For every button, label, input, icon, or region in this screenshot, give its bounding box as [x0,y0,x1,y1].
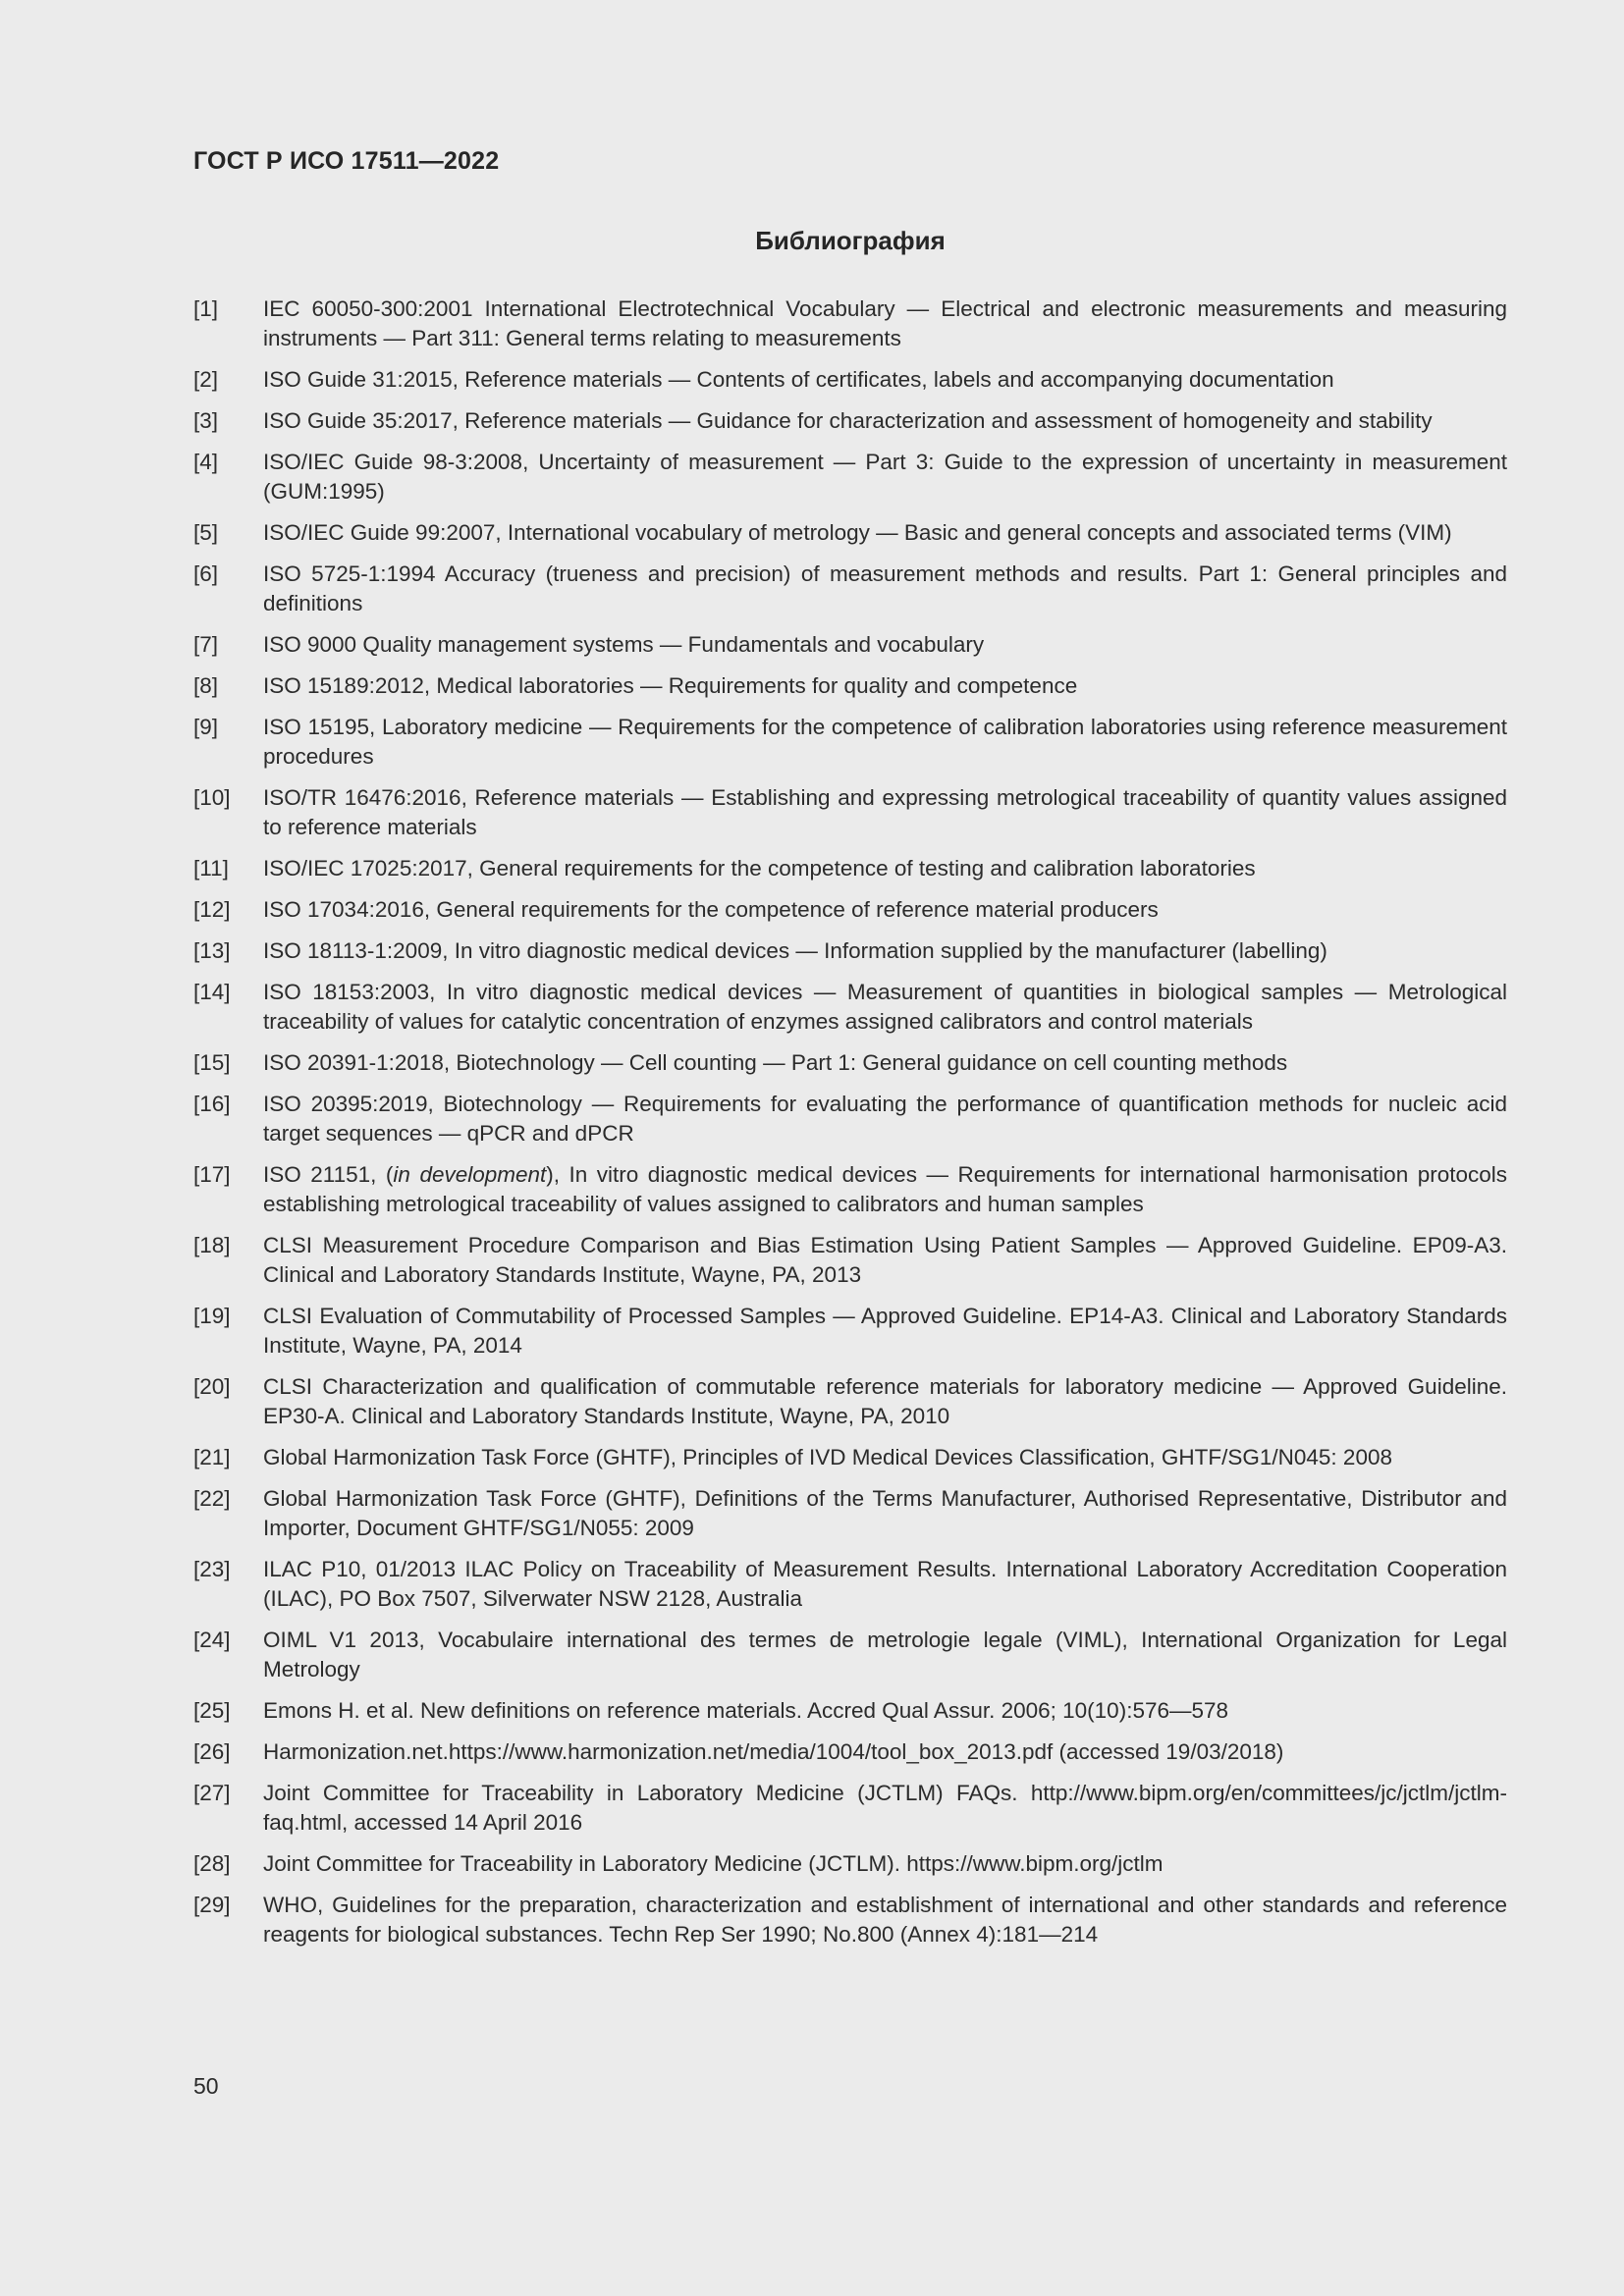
reference-item [193,895,1507,925]
reference-text: ISO 20391-1:2018, Biotechnology — Cell counting — Part 1: General guidance on cell counting methods [263,1050,1288,1075]
reference-item [193,978,1507,1037]
reference-item [193,1696,1507,1726]
reference-item [193,406,1507,436]
reference-text: Joint Committee for Traceability in Laboratory Medicine (JCTLM). https://www.bipm.org/jctlm [263,1851,1164,1876]
reference-item [193,1891,1507,1949]
reference-item [193,294,1507,353]
reference-text: Global Harmonization Task Force (GHTF), Definitions of the Terms Manufacturer, Authorised Representative, Distributor and Importer, Document GHTF/SG1/N055: 2009 [263,1486,1507,1540]
reference-text-end: ), In vitro diagnostic medical devices — Requirements for international harmonisation protocols establishing metrological traceability of values assigned to calibrators and human samples [263,1162,1508,1216]
reference-item [193,1779,1507,1838]
reference-item [193,1849,1507,1879]
reference-text: CLSI Measurement Procedure Comparison and Bias Estimation Using Patient Samples — Approved Guideline. EP09-A3. Clinical and Laboratory Standards Institute, Wayne, PA, 2013 [263,1233,1507,1287]
reference-number: [24] [193,1628,231,1652]
reference-text: ISO 5725-1:1994 Accuracy (trueness and precision) of measurement methods and results. Part 1: General principles and definitions [263,561,1507,615]
reference-text: ISO 18153:2003, In vitro diagnostic medical devices — Measurement of quantities in biological samples — Metrological traceability of values for catalytic concentration of enzymes assigned calibrators and control materials [263,980,1507,1034]
reference-text [263,1160,1507,1219]
reference-text-start: ISO 21151, ( [263,1162,394,1187]
reference-text: ISO 9000 Quality management systems — Fundamentals and vocabulary [263,632,985,657]
reference-number: [9] [193,715,219,739]
reference-item [193,1737,1507,1767]
reference-text: ISO/TR 16476:2016, Reference materials — Establishing and expressing metrological traceability of quantity values assigned to reference materials [263,785,1507,839]
reference-text: ISO Guide 35:2017, Reference materials — Guidance for characterization and assessment of homogeneity and stability [263,408,1433,433]
reference-item [193,783,1507,842]
reference-text: ISO/IEC 17025:2017, General requirements for the competence of testing and calibration laboratories [263,856,1256,881]
reference-number: [19] [193,1304,231,1328]
reference-text: ISO 18113-1:2009, In vitro diagnostic medical devices — Information supplied by the manufacturer (labelling) [263,938,1327,963]
reference-number: [7] [193,632,219,657]
reference-item [193,936,1507,966]
reference-item [193,1555,1507,1614]
reference-number: [20] [193,1374,231,1399]
reference-number: [21] [193,1445,231,1469]
reference-item [193,630,1507,660]
reference-number: [2] [193,367,219,392]
reference-number: [11] [193,856,229,881]
reference-item [193,365,1507,395]
reference-item [193,518,1507,548]
reference-number: [12] [193,897,231,922]
reference-number: [14] [193,980,231,1004]
reference-text: IEC 60050-300:2001 International Electrotechnical Vocabulary — Electrical and electronic measurements and measuring instruments — Part 311: General terms relating to measurements [263,296,1507,350]
page-number: 50 [193,2073,219,2099]
reference-text-italic: in development [393,1162,547,1187]
reference-text: ILAC P10, 01/2013 ILAC Policy on Traceability of Measurement Results. International Laboratory Accreditation Cooperation (ILAC), PO Box 7507, Silverwater NSW 2128, Australia [263,1557,1507,1611]
reference-text: Harmonization.net.https://www.harmonization.net/media/1004/tool_box_2013.pdf (accessed 19/03/2018) [263,1739,1284,1764]
reference-number: [1] [193,296,219,321]
reference-text: Emons H. et al. New definitions on reference materials. Accred Qual Assur. 2006; 10(10):576—578 [263,1698,1229,1723]
reference-text: ISO/IEC Guide 99:2007, International vocabulary of metrology — Basic and general concepts and associated terms (VIM) [263,520,1452,545]
reference-item [193,671,1507,701]
reference-number: [5] [193,520,219,545]
reference-number: [22] [193,1486,231,1511]
reference-number: [23] [193,1557,231,1581]
reference-number: [25] [193,1698,231,1723]
reference-text: WHO, Guidelines for the preparation, characterization and establishment of international and other standards and reference reagents for biological substances. Techn Rep Ser 1990; No.800 (Annex 4):181—214 [263,1893,1507,1947]
reference-number: [10] [193,785,231,810]
reference-number: [26] [193,1739,231,1764]
reference-item [193,1160,1507,1219]
reference-item [193,560,1507,618]
reference-item [193,1302,1507,1361]
reference-item [193,1231,1507,1290]
reference-number: [4] [193,450,219,474]
reference-item [193,448,1507,507]
reference-number: [13] [193,938,231,963]
reference-text: CLSI Evaluation of Commutability of Processed Samples — Approved Guideline. EP14-A3. Clinical and Laboratory Standards Institute, Wayne, PA, 2014 [263,1304,1507,1358]
reference-number: [18] [193,1233,231,1257]
reference-item [193,1443,1507,1472]
reference-text: CLSI Characterization and qualification of commutable reference materials for laboratory medicine — Approved Guideline. EP30-A. Clinical and Laboratory Standards Institute, Wayne, PA, 2010 [263,1374,1507,1428]
reference-item [193,1048,1507,1078]
reference-text: ISO 15195, Laboratory medicine — Requirements for the competence of calibration laboratories using reference measurement procedures [263,715,1507,769]
reference-text: ISO 20395:2019, Biotechnology — Requirements for evaluating the performance of quantification methods for nucleic acid target sequences — qPCR and dPCR [263,1092,1507,1146]
reference-text: OIML V1 2013, Vocabulaire international des termes de metrologie legale (VIML), International Organization for Legal Metrology [263,1628,1507,1682]
reference-text: Global Harmonization Task Force (GHTF), Principles of IVD Medical Devices Classification, GHTF/SG1/N045: 2008 [263,1445,1392,1469]
reference-number: [15] [193,1050,231,1075]
reference-text: Joint Committee for Traceability in Laboratory Medicine (JCTLM) FAQs. http://www.bipm.org/en/committees/jc/jctlm/jctlm-faq.html, accessed 14 April 2016 [263,1781,1507,1835]
reference-item [193,1372,1507,1431]
reference-number: [8] [193,673,219,698]
reference-number: [28] [193,1851,231,1876]
bibliography-list [193,294,1507,1961]
section-title: Библиография [755,226,946,255]
reference-text: ISO Guide 31:2015, Reference materials — Contents of certificates, labels and accompanying documentation [263,367,1334,392]
reference-item [193,713,1507,772]
reference-number: [6] [193,561,219,586]
reference-text: ISO 17034:2016, General requirements for the competence of reference material producers [263,897,1159,922]
reference-item [193,1626,1507,1684]
reference-item [193,1090,1507,1148]
reference-number: [27] [193,1781,231,1805]
standard-code-header: ГОСТ Р ИСО 17511—2022 [193,147,500,175]
reference-number: [17] [193,1162,231,1187]
reference-item [193,1484,1507,1543]
reference-item [193,854,1507,883]
reference-text: ISO 15189:2012, Medical laboratories — Requirements for quality and competence [263,673,1078,698]
reference-text: ISO/IEC Guide 98-3:2008, Uncertainty of measurement — Part 3: Guide to the expression of uncertainty in measurement (GUM:1995) [263,450,1507,504]
reference-number: [16] [193,1092,231,1116]
reference-number: [29] [193,1893,231,1917]
reference-number: [3] [193,408,219,433]
